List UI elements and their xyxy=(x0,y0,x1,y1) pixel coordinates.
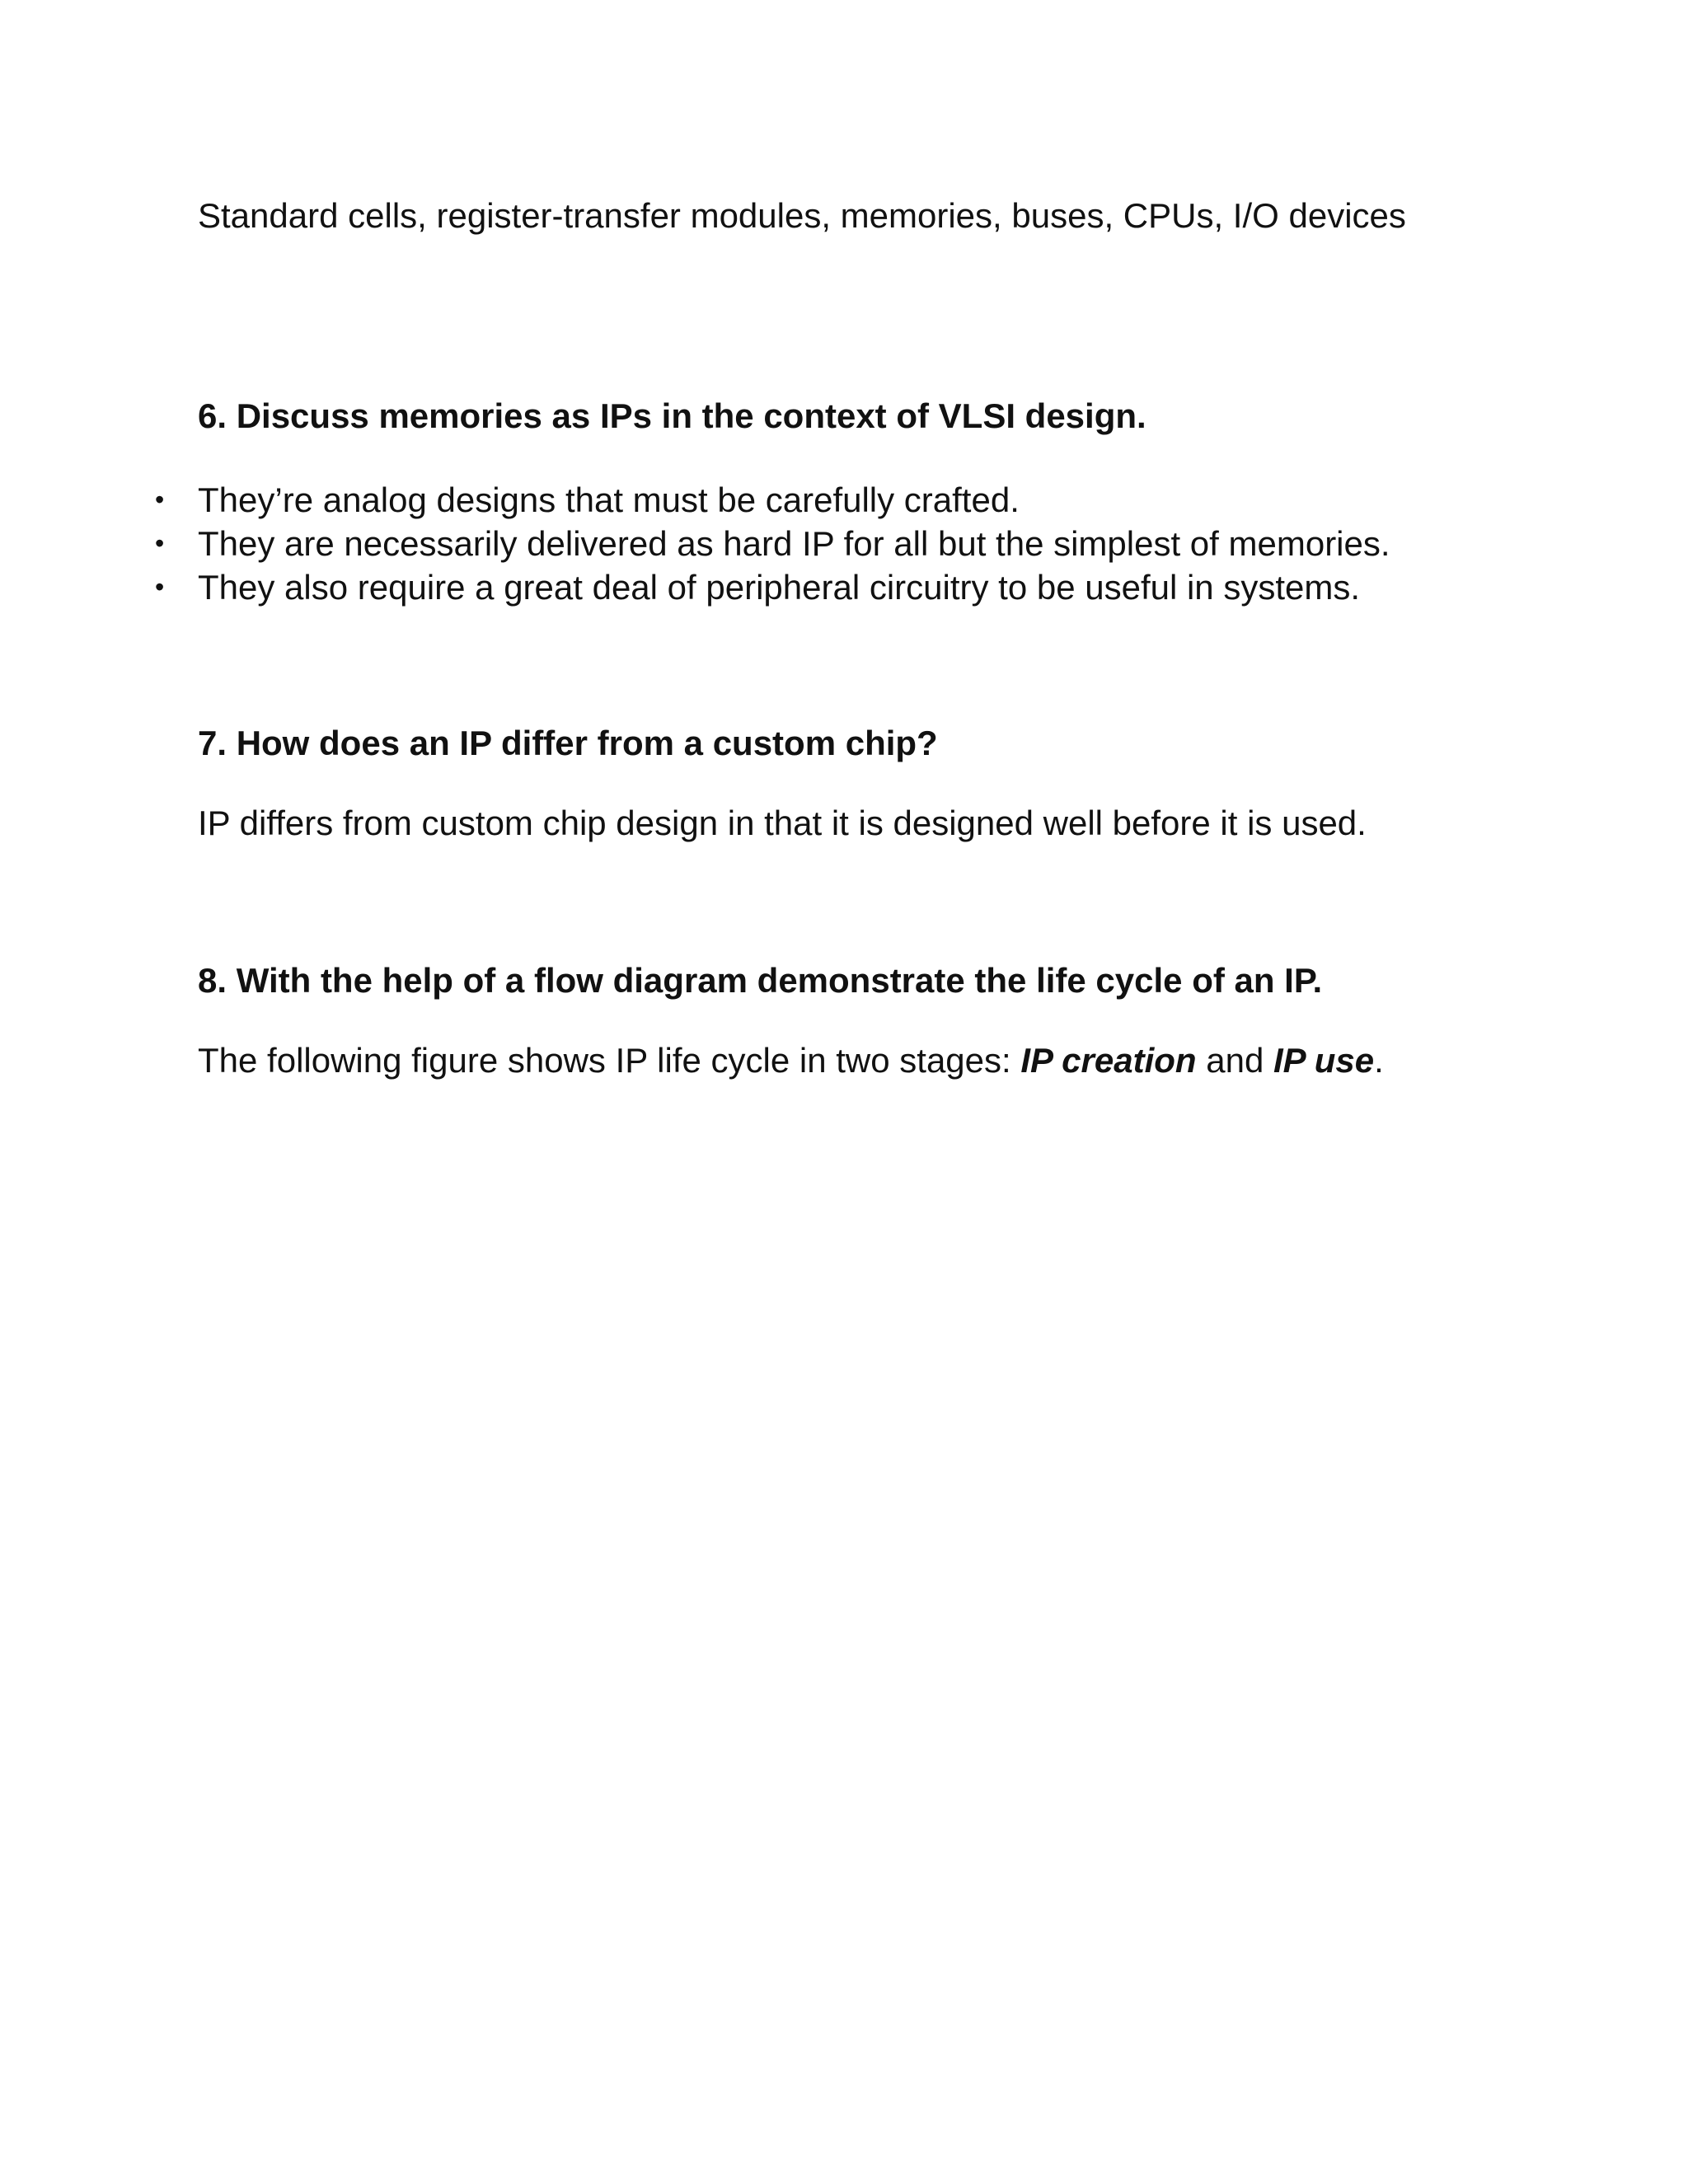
list-item xyxy=(148,522,1533,565)
list-item xyxy=(148,478,1533,522)
list-item-text: They are necessarily delivered as hard IP for all but the simplest of memories. xyxy=(198,524,1390,563)
question-7-answer: IP differs from custom chip design in that it is designed well before it is used. xyxy=(198,804,1367,842)
question-6-heading: 6. Discuss memories as IPs in the context of VLSI design. xyxy=(198,396,1146,435)
ip-use-term: IP use xyxy=(1273,1041,1375,1080)
list-item-text: They also require a great deal of peripheral circuitry to be useful in systems. xyxy=(198,568,1361,607)
question-8-heading: 8. With the help of a flow diagram demonstrate the life cycle of an IP. xyxy=(198,961,1323,1000)
answer-suffix-text: . xyxy=(1374,1041,1384,1080)
bullet-icon: • xyxy=(155,572,165,602)
list-item xyxy=(148,565,1533,609)
question-8-answer xyxy=(198,1038,1517,1082)
ip-creation-term: IP creation xyxy=(1020,1041,1197,1080)
intro-paragraph: Standard cells, register-transfer modules, memories, buses, CPUs, I/O devices xyxy=(198,196,1406,235)
memories-bullet-list xyxy=(148,478,1533,609)
answer-prefix-text: The following figure shows IP life cycle in two stages: xyxy=(198,1041,1021,1080)
conjunction-text: and xyxy=(1196,1041,1273,1080)
list-item-text: They’re analog designs that must be carefully crafted. xyxy=(198,480,1020,519)
bullet-icon: • xyxy=(155,485,165,514)
bullet-icon: • xyxy=(155,528,165,558)
question-7-heading: 7. How does an IP differ from a custom chip? xyxy=(198,724,938,762)
